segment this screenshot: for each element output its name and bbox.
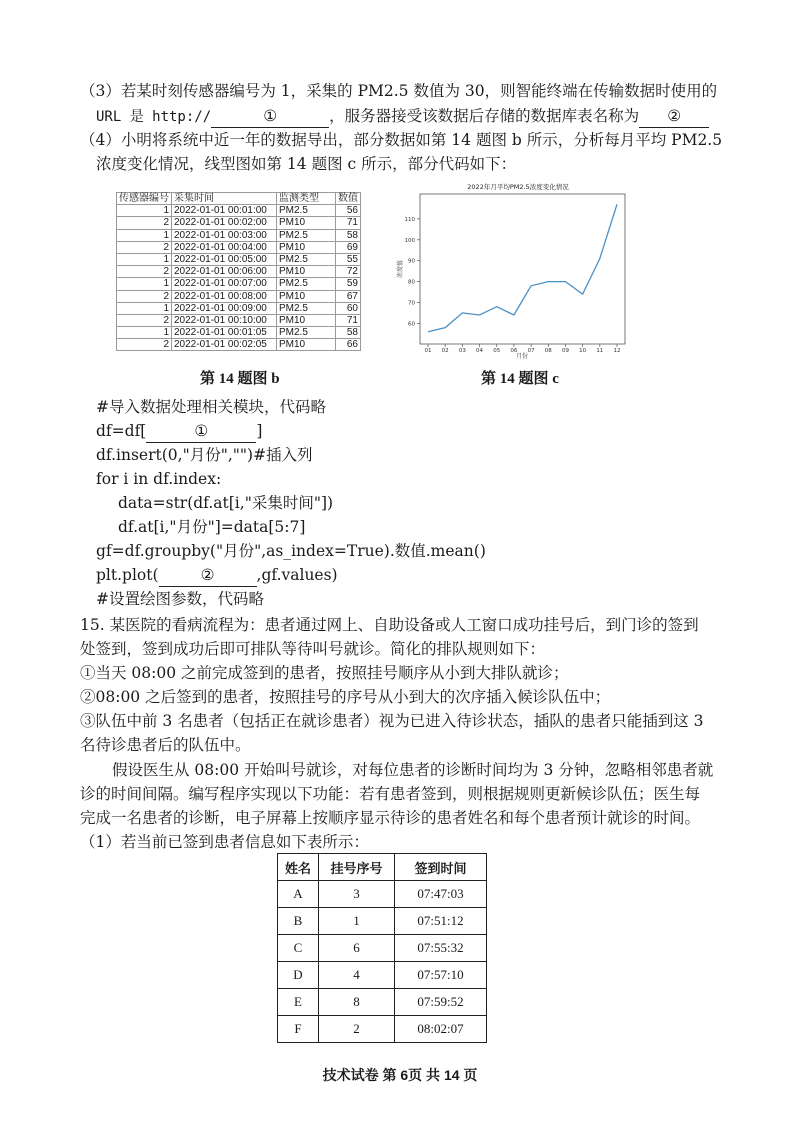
code-df-filter: df=df[ (96, 422, 147, 440)
table-row (117, 314, 361, 326)
table-cell: PM10 (277, 266, 336, 278)
patient-table (277, 853, 487, 1043)
patient-header-cell: 签到时间 (395, 854, 487, 881)
code-plot-call: plt.plot( (96, 566, 159, 584)
chart-ytick-label: 100 (404, 237, 415, 244)
table-cell: 1 (117, 302, 172, 314)
table-cell: 2022-01-01 00:10:00 (172, 314, 277, 326)
table-cell: PM10 (277, 339, 336, 351)
patient-row (278, 962, 487, 989)
table-cell: 1 (117, 205, 172, 217)
table-cell: PM10 (277, 241, 336, 253)
patient-cell: 07:55:32 (395, 935, 487, 962)
table-row (117, 302, 361, 314)
chart-xtick-label: 09 (561, 348, 569, 354)
table-cell: 71 (336, 217, 361, 229)
code-line-2 (96, 420, 262, 443)
patient-row (278, 881, 487, 908)
q15-rule1: ①当天 08:00 之前完成签到的患者，按照挂号顺序从小到大排队就诊； (80, 664, 569, 682)
table-cell: 2 (117, 241, 172, 253)
code-blank-1: ① (146, 420, 256, 443)
chart-xlabel: 月份 (515, 353, 529, 360)
table-cell: PM2.5 (277, 278, 336, 290)
table-cell: 69 (336, 241, 361, 253)
table-cell: 2 (117, 339, 172, 351)
table-cell: 55 (336, 253, 361, 265)
chart-series-line (428, 204, 617, 331)
table-cell: PM10 (277, 217, 336, 229)
table-row (117, 205, 361, 217)
table-cell: 71 (336, 314, 361, 326)
q3-line2 (96, 105, 709, 128)
table-cell: 1 (117, 327, 172, 339)
chart-xtick-label: 02 (441, 348, 449, 354)
patient-row (278, 1016, 487, 1043)
code-bracket: ] (256, 422, 263, 440)
table-cell: 58 (336, 327, 361, 339)
q15-para3: 完成一名患者的诊断，电子屏幕上按顺序显示待诊的患者姓名和每个患者预计就诊的时间。 (80, 809, 701, 827)
code-line-7: gf=df.groupby("月份",as_index=True).数值.mean() (96, 542, 486, 560)
chart-title: 2022年月平均PM2.5浓度变化情况 (467, 183, 569, 191)
patient-cell: 4 (319, 962, 395, 989)
chart-xtick-label: 04 (476, 348, 484, 354)
chart-xtick-label: 10 (579, 348, 587, 354)
patient-cell: A (278, 881, 319, 908)
q3-url-prefix: URL 是 http:// (96, 109, 212, 125)
patient-cell: 07:47:03 (395, 881, 487, 908)
code-line-6: df.at[i,"月份"]=data[5:7] (118, 518, 306, 536)
table-header-cell: 监测类型 (277, 193, 336, 205)
code-line-3: df.insert(0,"月份","")#插入列 (96, 446, 313, 464)
patient-cell: F (278, 1016, 319, 1043)
table-cell: 2 (117, 217, 172, 229)
patient-cell: C (278, 935, 319, 962)
table-cell: 58 (336, 229, 361, 241)
chart-ytick-label: 80 (408, 279, 415, 286)
q4-line2: 浓度变化情况，线型图如第 14 题图 c 所示，部分代码如下： (96, 155, 517, 173)
patient-cell: 07:57:10 (395, 962, 487, 989)
table-header-row (117, 193, 361, 205)
table-cell: 2022-01-01 00:06:00 (172, 266, 277, 278)
table-row (117, 241, 361, 253)
q15-sub1: （1）若当前已签到患者信息如下表所示： (80, 833, 369, 851)
chart-xtick-label: 08 (544, 348, 552, 354)
patient-cell: 07:51:12 (395, 908, 487, 935)
figure-14c-caption: 第 14 题图 c (481, 371, 559, 387)
table-cell: 60 (336, 302, 361, 314)
table-cell: 2022-01-01 00:01:05 (172, 327, 277, 339)
patient-cell: 6 (319, 935, 395, 962)
patient-header-cell: 姓名 (278, 854, 319, 881)
q3-blank-2: ② (639, 105, 709, 128)
table-row (117, 253, 361, 265)
table-row (117, 290, 361, 302)
chart-ylabel: 浓度值 (397, 259, 404, 279)
code-line-5: data=str(df.at[i,"采集时间"]) (118, 494, 334, 512)
chart-ytick-label: 110 (404, 216, 415, 223)
code-plot-args: ,gf.values) (256, 566, 338, 584)
table-cell: 56 (336, 205, 361, 217)
table-cell: 72 (336, 266, 361, 278)
code-line-8 (96, 564, 338, 587)
patient-cell: D (278, 962, 319, 989)
table-cell: PM2.5 (277, 253, 336, 265)
table-header-cell: 采集时间 (172, 193, 277, 205)
table-cell: 2022-01-01 00:02:00 (172, 217, 277, 229)
q15-rule3b: 名待诊患者后的队伍中。 (80, 736, 251, 754)
table-cell: PM2.5 (277, 229, 336, 241)
q15-para2: 诊的时间间隔。编写程序实现以下功能：若有患者签到，则根据规则更新候诊队伍；医生每 (80, 785, 701, 803)
chart-xtick-label: 07 (527, 348, 535, 354)
table-cell: 2022-01-01 00:08:00 (172, 290, 277, 302)
q3-text-db: ，服务器接受该数据后存储的数据库表名称为 (329, 107, 640, 125)
code-line-4: for i in df.index: (96, 470, 222, 488)
table-cell: 1 (117, 253, 172, 265)
table-cell: 59 (336, 278, 361, 290)
chart-ytick-label: 70 (408, 300, 415, 307)
table-cell: 2022-01-01 00:04:00 (172, 241, 277, 253)
q15-line2: 处签到，签到成功后即可排队等待叫号就诊。简化的排队规则如下： (80, 640, 546, 658)
table-header-cell: 数值 (336, 193, 361, 205)
chart-xtick-label: 06 (510, 348, 518, 354)
patient-row (278, 989, 487, 1016)
patient-cell: B (278, 908, 319, 935)
table-row (117, 229, 361, 241)
patient-cell: 8 (319, 989, 395, 1016)
chart-ytick-label: 60 (408, 321, 415, 328)
patient-cell: 08:02:07 (395, 1016, 487, 1043)
q4-line1: （4）小明将系统中近一年的数据导出，部分数据如第 14 题图 b 所示，分析每月平均 PM2.5 (80, 131, 723, 149)
code-line-1: #导入数据处理相关模块，代码略 (96, 398, 326, 416)
q15-rule2: ②08:00 之后签到的患者，按照挂号的序号从小到大的次序插入候诊队伍中； (80, 688, 611, 706)
patient-cell: 1 (319, 908, 395, 935)
table-row (117, 327, 361, 339)
table-row (117, 266, 361, 278)
q15-para1: 假设医生从 08:00 开始叫号就诊，对每位患者的诊断时间均为 3 分钟，忽略相邻患者就 (112, 761, 714, 779)
table-cell: PM2.5 (277, 205, 336, 217)
table-cell: 2022-01-01 00:01:00 (172, 205, 277, 217)
code-line-9: #设置绘图参数，代码略 (96, 590, 264, 608)
figure-14b-table (116, 192, 364, 358)
chart-xtick-label: 05 (493, 348, 501, 354)
chart-xtick-label: 03 (458, 348, 466, 354)
table-row (117, 217, 361, 229)
table-cell: 2022-01-01 00:05:00 (172, 253, 277, 265)
table-cell: 2 (117, 266, 172, 278)
table-cell: PM10 (277, 290, 336, 302)
patient-row (278, 908, 487, 935)
page-footer: 技术试卷 第 6页 共 14 页 (322, 1067, 478, 1083)
chart-ytick-label: 90 (408, 258, 415, 265)
patient-cell: 07:59:52 (395, 989, 487, 1016)
table-cell: PM2.5 (277, 327, 336, 339)
table-cell: 66 (336, 339, 361, 351)
patient-cell: 2 (319, 1016, 395, 1043)
table-cell: 1 (117, 278, 172, 290)
table-row (117, 339, 361, 351)
q15-rule3a: ③队伍中前 3 名患者（包括正在就诊患者）视为已进入待诊状态，插队的患者只能插到这 3 (80, 712, 704, 730)
table-cell: 2 (117, 290, 172, 302)
q3-blank-1: ① (211, 105, 329, 128)
patient-header-cell: 挂号序号 (319, 854, 395, 881)
chart-xtick-label: 12 (613, 348, 621, 354)
table-header-cell: 传感器编号 (117, 193, 172, 205)
chart-xtick-label: 11 (596, 348, 604, 354)
q15-line1: 15. 某医院的看病流程为：患者通过网上、自助设备或人工窗口成功挂号后，到门诊的签到 (80, 616, 699, 634)
patient-cell: 3 (319, 881, 395, 908)
table-cell: 1 (117, 229, 172, 241)
code-blank-2: ② (159, 564, 257, 587)
patient-row (278, 935, 487, 962)
table-cell: 2022-01-01 00:03:00 (172, 229, 277, 241)
table-cell: 2 (117, 314, 172, 326)
table-row (117, 278, 361, 290)
figure-14c-chart (392, 178, 632, 360)
patient-cell: E (278, 989, 319, 1016)
table-cell: PM10 (277, 314, 336, 326)
table-cell: 67 (336, 290, 361, 302)
patient-table-header (278, 854, 487, 881)
table-cell: 2022-01-01 00:02:05 (172, 339, 277, 351)
figure-14b-caption: 第 14 题图 b (200, 371, 280, 387)
table-cell: 2022-01-01 00:09:00 (172, 302, 277, 314)
q3-line1: （3）若某时刻传感器编号为 1，采集的 PM2.5 数值为 30，则智能终端在传输数据时使用的 (80, 82, 718, 100)
table-cell: PM2.5 (277, 302, 336, 314)
chart-xtick-label: 01 (424, 348, 432, 354)
table-cell: 2022-01-01 00:07:00 (172, 278, 277, 290)
